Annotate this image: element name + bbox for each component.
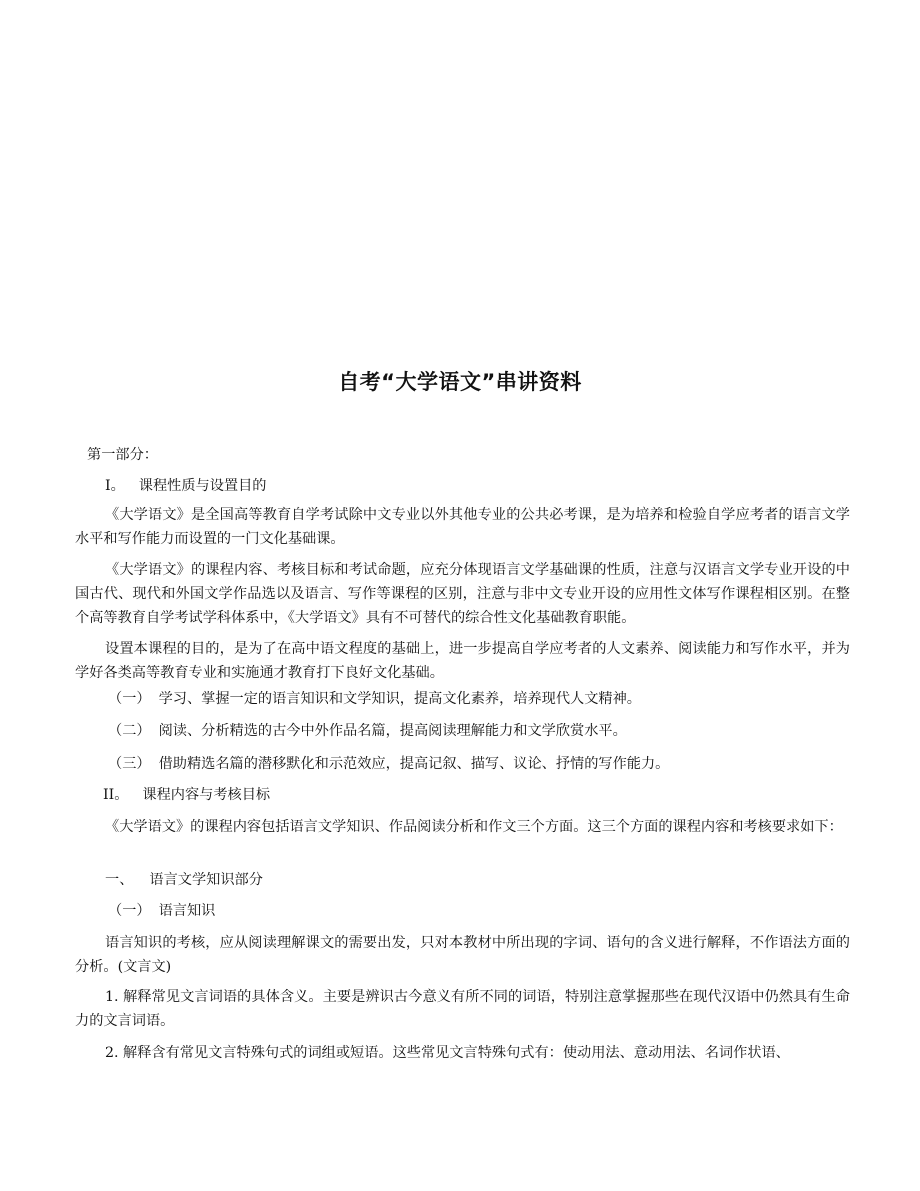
paragraph-5: 语言知识的考核，应从阅读理解课文的需要出发，只对本教材中所出现的字词、语句的含义进行解释，不作语法方面的分析。(文言文)	[75, 935, 850, 975]
goal-text: 阅读、分析精选的古今中外作品名篇，提高阅读理解能力和文学欣赏水平。	[158, 723, 627, 739]
section-number: I。	[105, 478, 125, 494]
goal-number: （二）	[108, 723, 151, 739]
section-title: 课程内容与考核目标	[142, 787, 271, 803]
goal-item	[108, 754, 669, 774]
goal-text: 学习、掌握一定的语言知识和文学知识，提高文化素养，培养现代人文精神。	[158, 691, 641, 707]
section-title: 课程性质与设置目的	[138, 478, 267, 494]
goal-number: （一）	[108, 691, 151, 707]
goal-item	[108, 721, 627, 741]
paragraph-4: 《大学语文》的课程内容包括语言文学知识、作品阅读分析和作文三个方面。这三个方面的课程内容和考核要求如下：	[105, 819, 843, 835]
goal-number: （三）	[108, 756, 151, 772]
part-label: 第一部分：	[87, 447, 158, 463]
subsection-heading	[105, 870, 263, 890]
page-title: 自考“大学语文”串讲资料	[338, 370, 582, 394]
subsubsection-heading	[108, 901, 215, 921]
goal-text: 借助精选名篇的潜移默化和示范效应，提高记叙、描写、议论、抒情的写作能力。	[158, 756, 670, 772]
subsection-number: 一、	[105, 872, 134, 888]
paragraph-3: 设置本课程的目的，是为了在高中语文程度的基础上，进一步提高自学应考者的人文素养、阅读能力和写作水平，并为学好各类高等教育专业和实施通才教育打下良好文化基础。	[75, 641, 850, 681]
section-heading-2	[103, 785, 270, 805]
section-number: II。	[103, 787, 129, 803]
paragraph-1: 《大学语文》是全国高等教育自学考试除中文专业以外其他专业的公共必考课，是为培养和检验自学应考者的语言文学水平和写作能力而设置的一门文化基础课。	[75, 507, 850, 547]
goal-item	[108, 689, 641, 709]
section-heading-1	[105, 476, 267, 496]
subsubsection-title: 语言知识	[158, 903, 216, 919]
subsubsection-number: （一）	[108, 903, 151, 919]
subsection-title: 语言文学知识部分	[149, 872, 263, 888]
paragraph-6: 1. 解释常见文言词语的具体含义。主要是辨识古今意义有所不同的词语，特别注意掌握那些在现代汉语中仍然具有生命力的文言词语。	[75, 989, 850, 1029]
paragraph-7: 2. 解释含有常见文言特殊句式的词组或短语。这些常见文言特殊句式有：使动用法、意动用法、名词作状语、	[105, 1045, 790, 1061]
paragraph-2: 《大学语文》的课程内容、考核目标和考试命题，应充分体现语言文学基础课的性质，注意与汉语言文学专业开设的中国古代、现代和外国文学作品选以及语言、写作等课程的区别，注意与非中文专业开设的应用性文体写作课程相区别。在整个高等教育自学考试学科体系中，《大学语文》具有不可替代的综合性文化基础教育职能。	[75, 562, 850, 626]
